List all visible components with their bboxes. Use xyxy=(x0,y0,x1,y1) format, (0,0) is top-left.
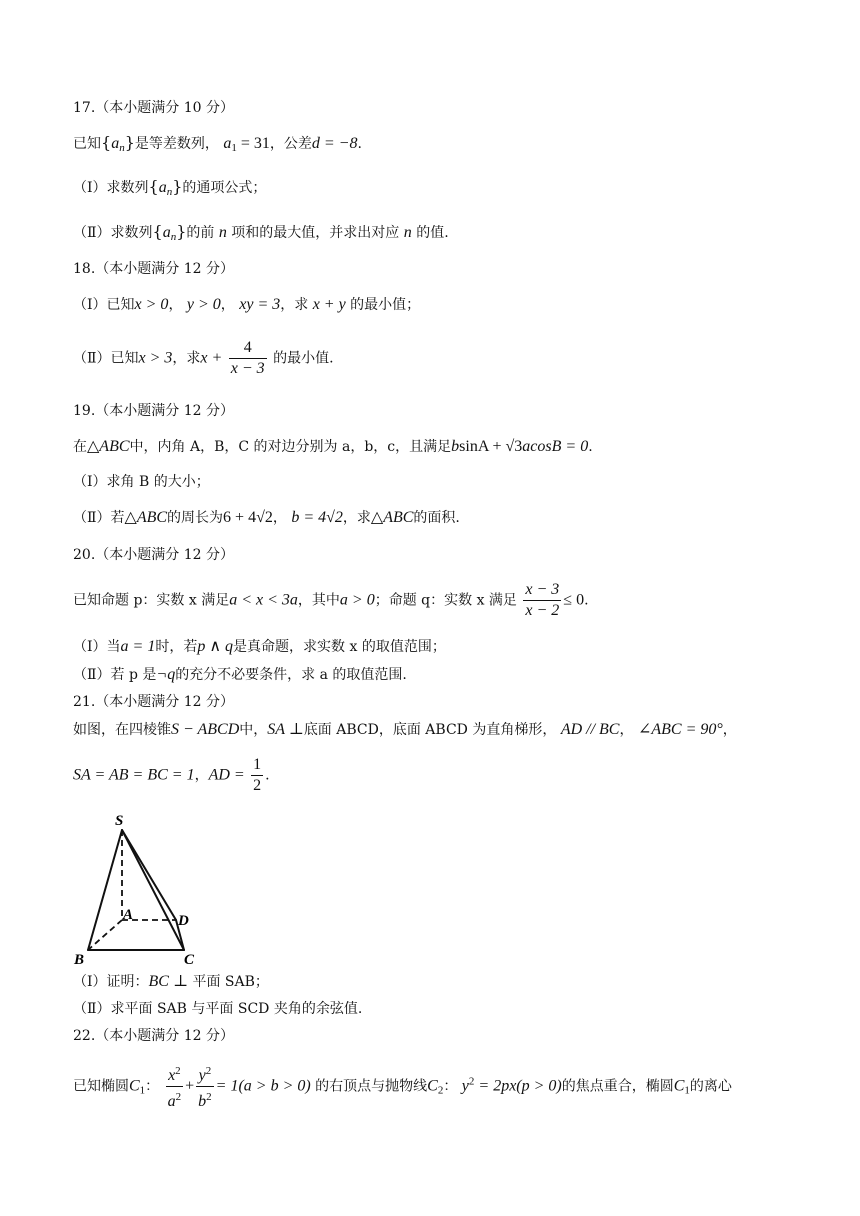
q19-part1: （Ⅰ）求角 B 的大小； xyxy=(73,474,210,490)
label-C: C xyxy=(184,952,195,968)
q21-part1: （Ⅰ）证明：BC ⊥ 平面 SAB； xyxy=(73,973,269,990)
q17-part1: （Ⅰ）求数列$\{a_n\}$的通项公式； xyxy=(73,177,267,198)
q20-header: 20.（本小题满分 12 分） xyxy=(73,547,234,563)
label-D: D xyxy=(178,913,189,929)
q20-part2: （Ⅱ）若 p 是¬q的充分不必要条件，求 a 的取值范围. xyxy=(73,666,407,683)
q20-intro: 已知命题 p：实数 x 满足a < x < 3a，其中a > 0；命题 q：实数 x 满足 $\frac{x - 3}{x - 2}$ ≤ 0. xyxy=(73,581,589,619)
q19-part2: （Ⅱ）若△ABC的周长为6 + 4√2， b = 4√2，求△ABC的面积. xyxy=(73,509,460,526)
q19-header: 19.（本小题满分 12 分） xyxy=(73,403,234,419)
label-A: A xyxy=(123,907,134,923)
q19-intro: 在△ABC中，内角 A，B，C 的对边分别为 a，b，c，且满足bsinA + √3acosB = 0. xyxy=(73,438,593,455)
q17-part2: （Ⅱ）求数列$\{a_n\}$的前 n 项和的最大值，并求出对应 n 的值. xyxy=(73,222,449,243)
q20-fraction: $\frac{x - 3}{x - 2}$ xyxy=(525,581,560,619)
q18-fraction: $\frac{4}{x - 3}$ xyxy=(230,339,265,377)
q18-part1: （Ⅰ）已知x > 0， y > 0， xy = 3，求 x + y 的最小值； xyxy=(73,296,421,313)
q17-intro: 已知$\{a_n\}$是等差数列， $a_1 = 31$，公差d = −8. xyxy=(73,133,362,154)
q21-header: 21.（本小题满分 12 分） xyxy=(73,694,234,710)
q17-header: 17.（本小题满分 10 分） xyxy=(73,100,234,116)
q22-fraction-x: $\frac{x^2}{a^2}$ xyxy=(167,1065,182,1110)
q21-intro: 如图，在四棱锥S − ABCD中，SA ⊥底面 ABCD，底面 ABCD 为直角梯形， AD // BC， ∠ABC = 90°， xyxy=(73,721,737,738)
q18-part2: （Ⅱ）已知x > 3，求x + $\frac{4}{x - 3}$ 的最小值. xyxy=(73,339,334,377)
q21-conditions: SA = AB = BC = 1，AD = $\frac{1}{2}$ . xyxy=(73,756,270,794)
q22-intro: 已知椭圆$C_1$： $\frac{x^2}{a^2}$ + $\frac{y^2}{b^2}$ = 1(a > b > 0) 的右顶点与抛物线$C_2$： $y^2 = 2px(p > 0)$的焦点重合，椭圆$C_1$的离心 xyxy=(73,1061,732,1112)
edge-SC xyxy=(122,830,184,950)
edge-SB xyxy=(88,830,122,950)
q21-part2: （Ⅱ）求平面 SAB 与平面 SCD 夹角的余弦值. xyxy=(73,1001,363,1017)
label-S: S xyxy=(115,813,124,829)
q18-header: 18.（本小题满分 12 分） xyxy=(73,261,234,277)
pyramid-figure xyxy=(70,808,210,968)
q21-fraction: $\frac{1}{2}$ xyxy=(253,756,262,794)
q20-part1: （Ⅰ）当a = 1时，若p ∧ q是真命题，求实数 x 的取值范围； xyxy=(73,638,446,655)
q22-header: 22.（本小题满分 12 分） xyxy=(73,1028,234,1044)
label-B: B xyxy=(74,952,85,968)
q22-fraction-y: $\frac{y^2}{b^2}$ xyxy=(198,1065,212,1110)
